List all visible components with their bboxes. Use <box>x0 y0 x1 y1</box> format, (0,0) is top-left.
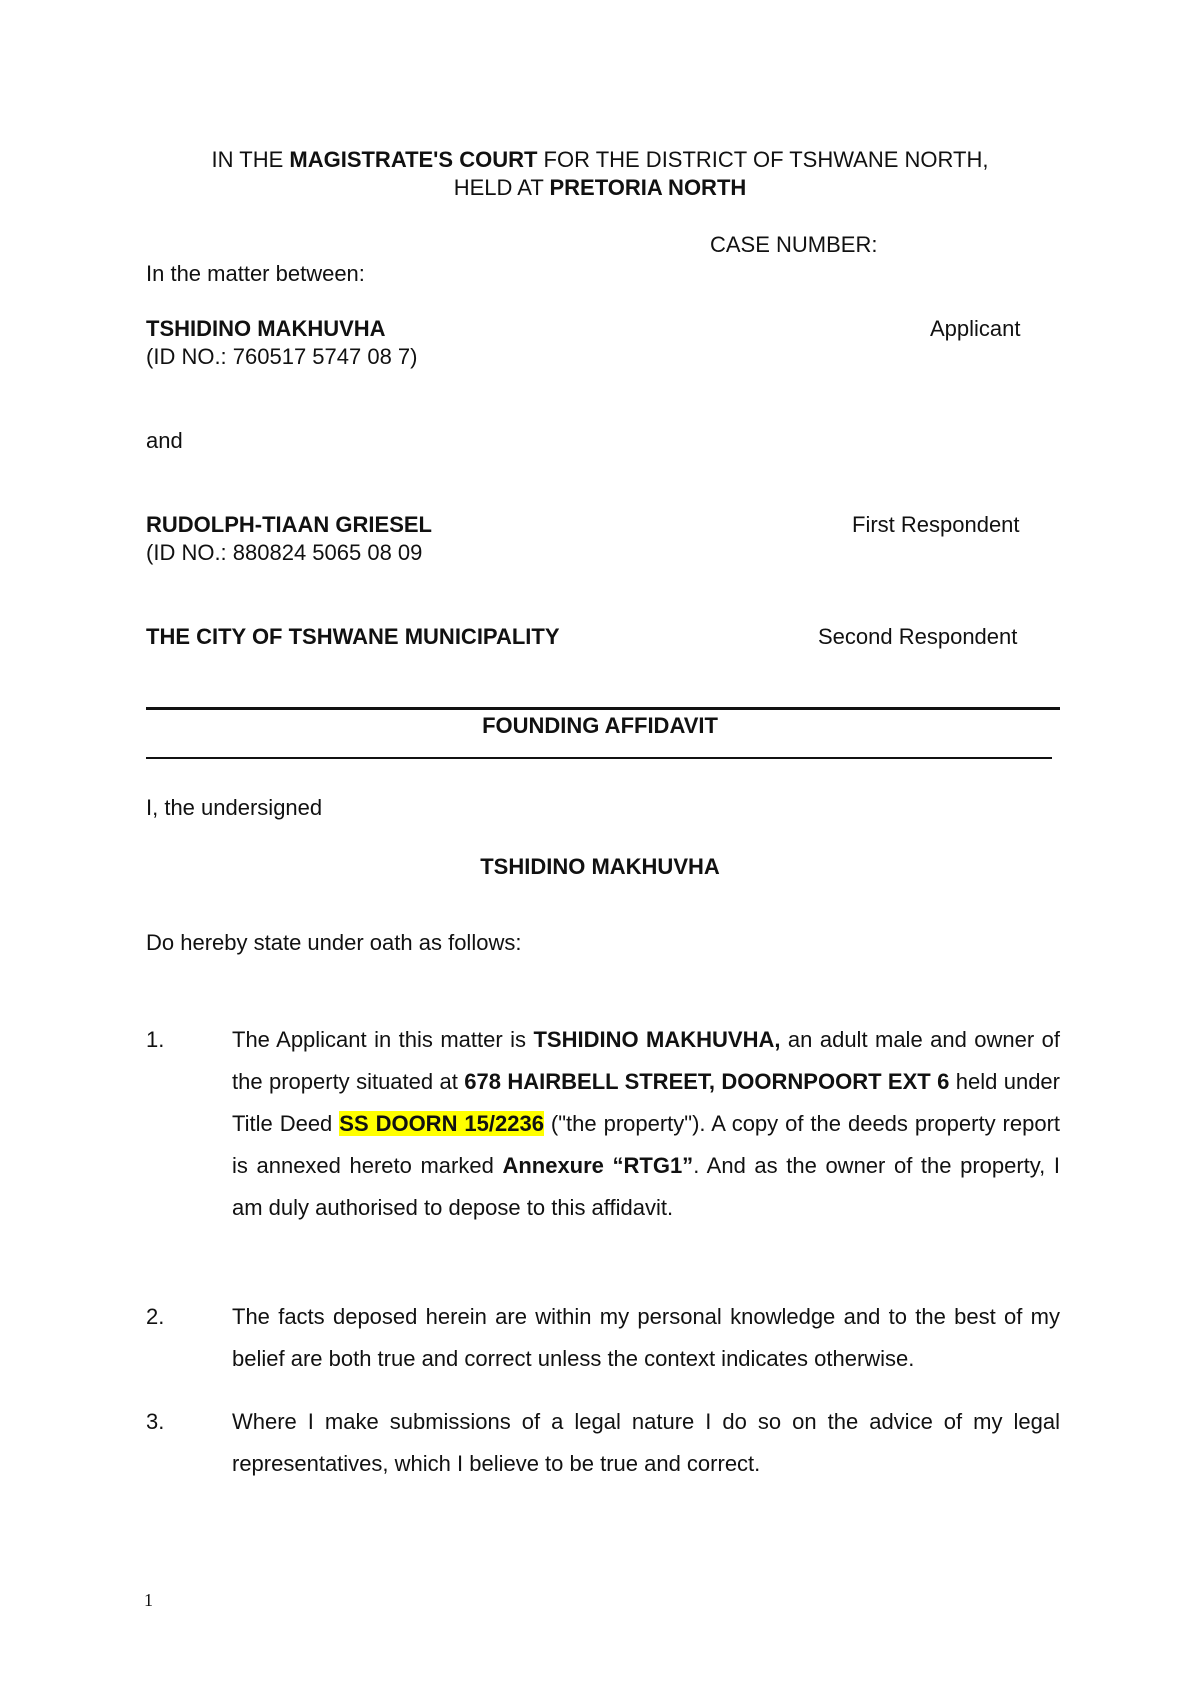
affidavit-title: FOUNDING AFFIDAVIT <box>482 713 718 738</box>
first-respondent-role: First Respondent <box>852 512 1020 537</box>
applicant-id: (ID NO.: 760517 5747 08 7) <box>146 344 418 369</box>
paragraph-1: The Applicant in this matter is TSHIDINO MAKHUVHA, an adult male and owner of the property situated at 678 HAIRBELL STREET, DOORNPOORT EXT 6 held under Title Deed SS DOORN 15/2236 ("the property"). A copy of the deeds property report is annexed hereto marked Annexure “RTG1”. And as the owner of the property, I am duly authorised to depose to this affidavit. <box>232 1027 1061 1220</box>
page-number: 1 <box>144 1590 153 1610</box>
held-at-text: HELD AT <box>453 175 550 200</box>
title-top-rule <box>146 707 1060 710</box>
second-respondent-name: THE CITY OF TSHWANE MUNICIPALITY <box>146 624 560 649</box>
second-respondent-role: Second Respondent <box>818 624 1018 649</box>
title-bottom-rule <box>146 757 1052 759</box>
matter-between-text: In the matter between: <box>146 261 365 286</box>
title-deed-number: SS DOORN 15/2236 <box>339 1111 544 1136</box>
district-text: FOR THE DISTRICT OF TSHWANE NORTH, <box>537 147 989 172</box>
court-heading-line1 <box>0 146 1200 173</box>
oath-statement: Do hereby state under oath as follows: <box>146 930 522 955</box>
paragraph-2: The facts deposed herein are within my personal knowledge and to the best of my belief are both true and correct unless the context indicates otherwise. <box>232 1304 1060 1371</box>
undersigned-text: I, the undersigned <box>146 795 323 820</box>
annexure-reference: Annexure “RTG1” <box>502 1153 694 1178</box>
case-number-label: CASE NUMBER: <box>710 232 878 257</box>
court-heading-line2 <box>0 174 1200 201</box>
and-text: and <box>146 428 183 453</box>
court-name: MAGISTRATE'S COURT <box>289 147 538 172</box>
paragraph-number-3: 3. <box>146 1409 165 1434</box>
deponent-name: TSHIDINO MAKHUVHA <box>480 854 720 879</box>
applicant-name-inline: TSHIDINO MAKHUVHA, <box>533 1027 781 1052</box>
paragraph-3: Where I make submissions of a legal nature I do so on the advice of my legal representatives, which I believe to be true and correct. <box>232 1409 1060 1476</box>
paragraph-number-1: 1. <box>146 1027 165 1052</box>
first-respondent-id: (ID NO.: 880824 5065 08 09 <box>146 540 423 565</box>
property-address: 678 HAIRBELL STREET, DOORNPOORT EXT 6 <box>464 1069 950 1094</box>
applicant-name: TSHIDINO MAKHUVHA <box>146 316 386 341</box>
heading-prefix: IN THE <box>211 147 290 172</box>
court-location: PRETORIA NORTH <box>549 175 747 200</box>
first-respondent-name: RUDOLPH-TIAAN GRIESEL <box>146 512 432 537</box>
applicant-role: Applicant <box>930 316 1021 341</box>
paragraph-number-2: 2. <box>146 1304 165 1329</box>
